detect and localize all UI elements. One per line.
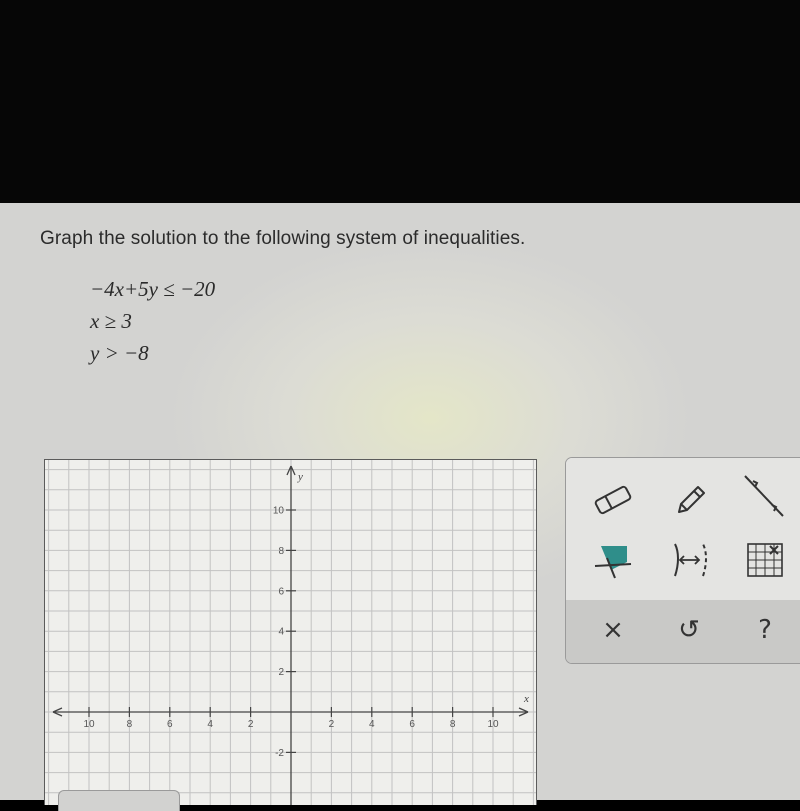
y-axis-label: y <box>298 471 303 483</box>
undo-icon: ↺ <box>678 615 700 645</box>
y-tick-label: 4 <box>278 626 284 638</box>
inequality-boundary-tool-button[interactable] <box>662 538 716 582</box>
x-tick-label: 4 <box>207 719 213 730</box>
shaded-region-icon <box>591 540 635 580</box>
undo-button[interactable] <box>662 608 716 652</box>
grid-no-solution-icon <box>744 540 786 580</box>
x-tick-label: 8 <box>449 719 456 730</box>
line-segment-icon <box>739 472 787 520</box>
eraser-icon <box>593 484 633 516</box>
eraser-tool-button[interactable] <box>586 478 640 522</box>
help-button[interactable] <box>738 608 792 652</box>
no-solution-tool-button[interactable] <box>738 538 792 582</box>
coordinate-grid[interactable] <box>45 460 536 805</box>
inequality-3: y > −8 <box>90 341 149 365</box>
x-tick-label: 2 <box>328 719 335 730</box>
y-tick-label: 2 <box>278 667 284 679</box>
pencil-tool-button[interactable] <box>662 478 716 522</box>
shade-region-tool-button[interactable] <box>586 538 640 582</box>
inequality-1: −4x+5y ≤ −20 <box>90 277 216 301</box>
x-tick-label: 10 <box>83 719 95 730</box>
graphing-tools-panel <box>565 457 800 664</box>
clear-button[interactable] <box>586 608 640 652</box>
problem-instruction: Graph the solution to the following system of inequalities. <box>40 228 526 249</box>
close-icon: × <box>602 615 624 645</box>
x-axis-label: x <box>524 693 529 705</box>
x-tick-label: 10 <box>487 719 499 730</box>
problem-screen <box>0 203 800 800</box>
boundary-arrow-icon <box>665 540 713 580</box>
x-tick-label: 8 <box>126 719 133 730</box>
y-tick-label: -2 <box>275 747 284 759</box>
inequality-2: x ≥ 3 <box>90 309 132 333</box>
x-tick-label: 4 <box>369 719 375 730</box>
bottom-tab[interactable] <box>58 790 180 811</box>
dark-bezel <box>0 0 800 203</box>
y-tick-label: 10 <box>272 505 284 517</box>
graph-area[interactable] <box>44 459 537 805</box>
x-tick-label: 6 <box>167 719 173 730</box>
y-tick-label: 8 <box>278 545 284 557</box>
x-tick-label: 2 <box>247 719 254 730</box>
line-tool-button[interactable] <box>736 474 790 518</box>
pencil-icon <box>671 482 707 518</box>
x-tick-label: 6 <box>409 719 415 730</box>
y-tick-label: 6 <box>278 586 284 598</box>
help-icon: ? <box>758 615 772 645</box>
